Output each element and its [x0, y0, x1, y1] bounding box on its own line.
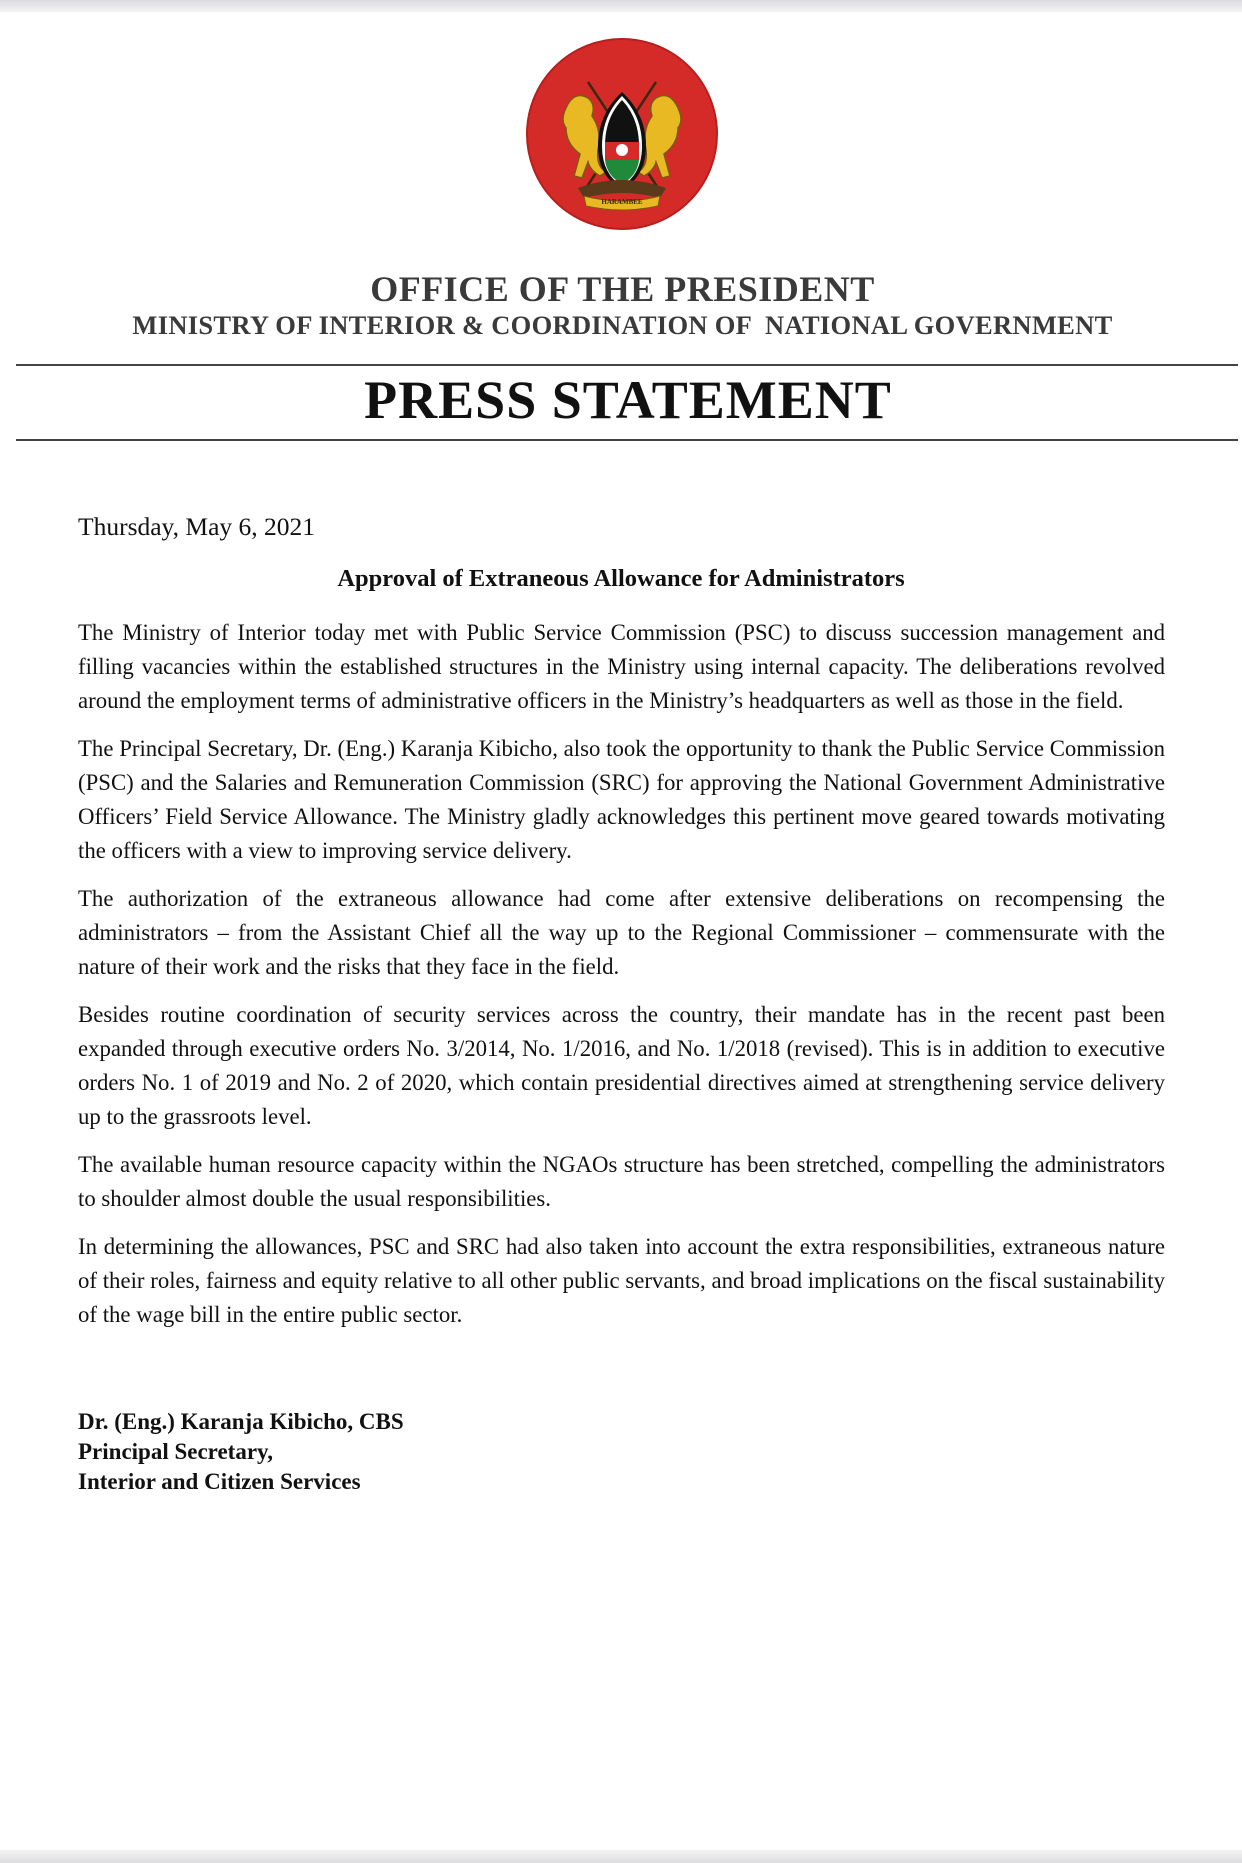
viewer-top-edge	[0, 0, 1242, 12]
divider-bottom	[16, 439, 1238, 441]
statement-paragraph: The authorization of the extraneous allowance had come after extensive deliberations on recompensing the administrators – from the Assistant Chief all the way up to the Regional Commissioner – commensurate with the nature of their work and the risks that they face in the field.	[78, 886, 1165, 979]
statement-paragraph: The available human resource capacity within the NGAOs structure has been stretched, compelling the administrators to shoulder almost double the usual responsibilities.	[78, 1152, 1165, 1211]
signatory-department: Interior and Citizen Services	[78, 1469, 361, 1494]
ministry-title: MINISTRY OF INTERIOR & COORDINATION OF NATIONAL GOVERNMENT	[132, 310, 1113, 340]
signatory-name: Dr. (Eng.) Karanja Kibicho, CBS	[78, 1409, 404, 1434]
statement-paragraph: The Ministry of Interior today met with Public Service Commission (PSC) to discuss succession management and filling vacancies within the established structures in the Ministry using internal capacity. The deliberations revolved around the employment terms of administrative officers in the Ministry’s headquarters as well as those in the field.	[78, 620, 1165, 713]
statement-paragraph: In determining the allowances, PSC and SRC had also taken into account the extra responsibilities, extraneous nature of their roles, fairness and equity relative to all other public servants, and broad implications on the fiscal sustainability of the wage bill in the entire public sector.	[78, 1234, 1165, 1327]
statement-body	[78, 616, 1165, 1346]
office-title: OFFICE OF THE PRESIDENT	[370, 269, 875, 309]
document-type-heading: PRESS STATEMENT	[364, 370, 892, 430]
statement-paragraph: The Principal Secretary, Dr. (Eng.) Karanja Kibicho, also took the opportunity to thank the Public Service Commission (PSC) and the Salaries and Remuneration Commission (SRC) for approving the National Government Administrative Officers’ Field Service Allowance. The Ministry gladly acknowledges this pertinent move geared towards motivating the officers with a view to improving service delivery.	[78, 736, 1165, 863]
svg-text:HARAMBEE: HARAMBEE	[601, 198, 643, 206]
statement-paragraph: Besides routine coordination of security services across the country, their mandate has in the recent past been expanded through executive orders No. 3/2014, No. 1/2016, and No. 1/2018 (revised). This is in addition to executive orders No. 1 of 2019 and No. 2 of 2020, which contain presidential directives aimed at strengthening service delivery up to the grassroots level.	[78, 1002, 1165, 1129]
viewer-bottom-edge	[0, 1850, 1242, 1863]
statement-title: Approval of Extraneous Allowance for Administrators	[337, 565, 905, 592]
signatory-position: Principal Secretary,	[78, 1439, 274, 1464]
kenya-coat-of-arms-icon	[526, 38, 718, 230]
signature-block	[78, 1407, 404, 1497]
press-statement-page	[0, 12, 1242, 1850]
statement-date: Thursday, May 6, 2021	[78, 512, 316, 541]
divider-top	[16, 364, 1238, 366]
